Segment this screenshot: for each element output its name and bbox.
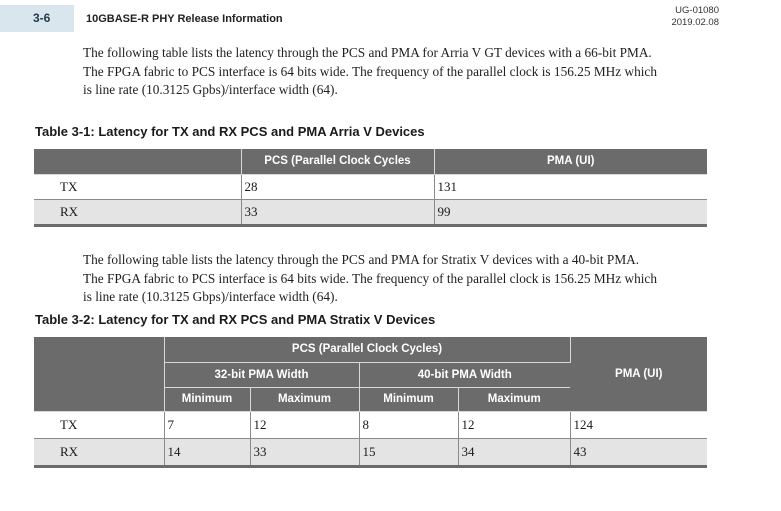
table-cell: 131 (434, 174, 707, 199)
table-header-cell: PMA (UI) (570, 337, 707, 411)
table-cell: TX (34, 411, 164, 438)
section-title: 10GBASE-R PHY Release Information (86, 13, 283, 25)
table-header-cell: PMA (UI) (434, 149, 707, 174)
paragraph-line: is line rate (10.3125 Gbps)/interface width (64). (83, 289, 338, 304)
table-row (34, 174, 707, 199)
paragraph-line: is line rate (10.3125 Gpbs)/interface width (64). (83, 82, 338, 97)
table-cell: 12 (250, 411, 359, 438)
table-header-cell: PCS (Parallel Clock Cycles) (164, 337, 570, 362)
table-header-row (34, 337, 707, 362)
table-header-cell: 40-bit PMA Width (359, 362, 570, 387)
table-3-1-caption: Table 3-1: Latency for TX and RX PCS and PMA Arria V Devices (35, 124, 425, 139)
paragraph-line: The following table lists the latency through the PCS and PMA for Stratix V devices with a 40-bit PMA. (83, 252, 640, 267)
table-cell: RX (34, 199, 241, 225)
table-row (34, 411, 707, 438)
table-cell: 15 (359, 438, 458, 466)
intro-paragraph-arria (83, 44, 723, 100)
table-cell: 7 (164, 411, 250, 438)
paragraph-line: The FPGA fabric to PCS interface is 64 bits wide. The frequency of the parallel clock is 156.25 MHz which (83, 63, 657, 79)
table-cell: TX (34, 174, 241, 199)
table-cell: 124 (570, 411, 707, 438)
table-cell: 34 (458, 438, 570, 466)
table-header-cell: PCS (Parallel Clock Cycles (241, 149, 434, 174)
paragraph-line: The following table lists the latency through the PCS and PMA for Arria V GT devices with a 66-bit PMA. (83, 45, 652, 60)
table-3-2-caption: Table 3-2: Latency for TX and RX PCS and PMA Stratix V Devices (35, 312, 436, 327)
table-header-row (34, 149, 707, 174)
table-cell: 99 (434, 199, 707, 225)
doc-info (671, 5, 719, 29)
table-header-cell: Minimum (359, 387, 458, 411)
page-number-tab: 3-6 (0, 5, 74, 32)
table-cell: RX (34, 438, 164, 466)
table-3-2 (34, 337, 707, 468)
table-row (34, 199, 707, 225)
doc-date: 2019.02.08 (671, 17, 719, 28)
intro-paragraph-stratix (83, 251, 723, 307)
doc-id: UG-01080 (675, 5, 719, 16)
table-header-cell: Maximum (250, 387, 359, 411)
table-3-1 (34, 149, 707, 227)
table-cell: 12 (458, 411, 570, 438)
table-header-cell: Maximum (458, 387, 570, 411)
table-cell: 8 (359, 411, 458, 438)
table-header-cell (34, 149, 241, 174)
table-header-cell: Minimum (164, 387, 250, 411)
table-cell: 28 (241, 174, 434, 199)
page-header (0, 0, 781, 34)
table-header-cell (34, 337, 164, 411)
table-cell: 43 (570, 438, 707, 466)
table-row (34, 438, 707, 466)
table-header-cell: 32-bit PMA Width (164, 362, 359, 387)
table-cell: 14 (164, 438, 250, 466)
table-cell: 33 (250, 438, 359, 466)
table-cell: 33 (241, 199, 434, 225)
paragraph-line: The FPGA fabric to PCS interface is 64 bits wide. The frequency of the parallel clock is 156.25 MHz which (83, 270, 657, 286)
